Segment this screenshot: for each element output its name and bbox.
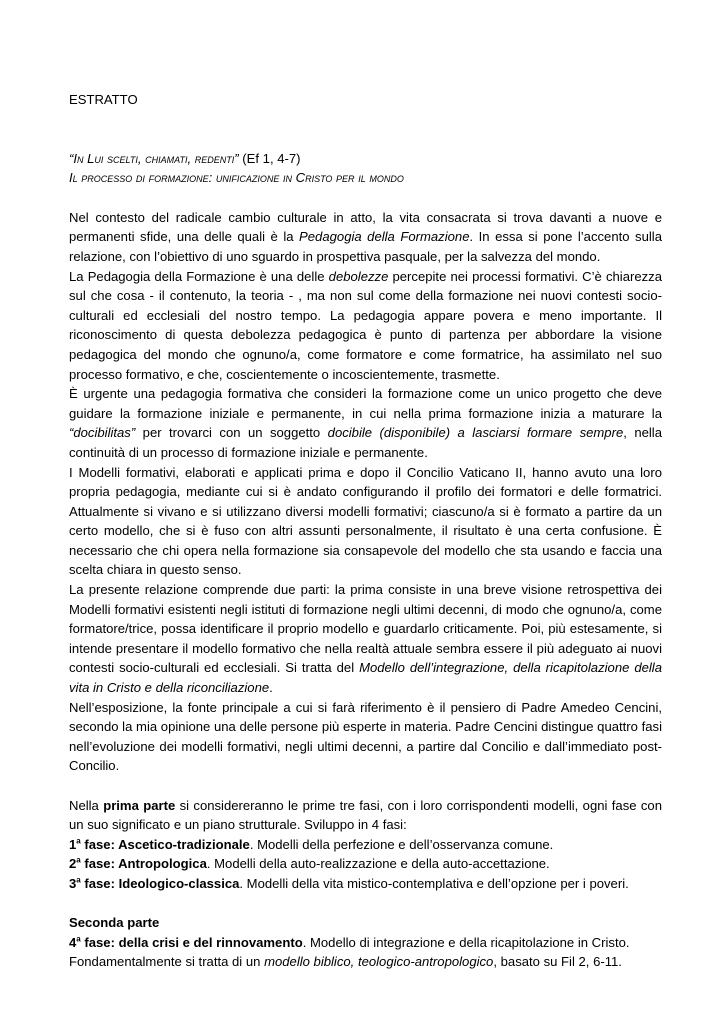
second-part-closing xyxy=(69,952,662,972)
paragraph-6: Nell’esposizione, la fonte principale a cui si farà riferimento è il pensiero di Padre Amedeo Cencini, secondo la mia opinione una delle persone più esperte in materia. Padre Cencini distingue quattro fasi nell’evoluzione dei modelli formativi, negli ultimi decenni, a partire dal Concilio e dall’immediato post-Concilio. xyxy=(69,699,662,774)
phase-description: . Modelli della auto-realizzazione e della auto-accettazione. xyxy=(206,856,550,872)
second-part-heading xyxy=(69,913,662,933)
paragraph-text: . In essa si pone l’accento sulla relazione, con l’obiettivo di uno sguardo in prospettiva pasquale, per la salvezza del mondo. xyxy=(69,229,662,264)
phase-ordinal: a xyxy=(76,856,81,866)
phase-label: fase: Antropologica xyxy=(80,856,207,872)
paragraph-2 xyxy=(69,267,662,385)
phase-label: fase: Ideologico-classica xyxy=(80,875,240,891)
emphasis-text: “docibilitas” xyxy=(69,425,136,441)
title-quote: “In Lui scelti, chiamati, redenti” xyxy=(69,150,239,166)
phase-number: 2 xyxy=(69,856,77,872)
emphasis-text: Pedagogia della Formazione xyxy=(299,229,470,245)
first-part-intro xyxy=(69,796,662,835)
phase-number: 3 xyxy=(69,875,77,891)
emphasis-text: debolezze xyxy=(328,268,389,284)
phase-ordinal: a xyxy=(76,875,81,885)
phase-ordinal: a xyxy=(76,836,81,846)
emphasis-text: Modello dell’integrazione, della ricapitolazione della vita in Cristo e della riconciliazione xyxy=(69,660,662,696)
paragraph-text: si considereranno le prime tre fasi, con i loro corrispondenti modelli, ogni fase con un suo significato e un piano strutturale. Sviluppo in 4 fasi: xyxy=(69,797,662,833)
paragraph-text: Fondamentalmente si tratta di un xyxy=(69,954,265,970)
bold-text: Seconda parte xyxy=(69,915,160,931)
paragraph-text: , basato su Fil 2, 6-11. xyxy=(493,954,622,970)
paragraph-text: . xyxy=(269,680,273,696)
paragraph-1 xyxy=(69,208,662,267)
paragraph-3 xyxy=(69,384,662,462)
paragraph-text: La Pedagogia della Formazione è una delle xyxy=(69,268,329,284)
paragraph-4: I Modelli formativi, elaborati e applicati prima e dopo il Concilio Vaticano II, hanno avuto una loro propria pedagogia, mediante cui si è andato configurando il profilo dei formatori e delle formatrici. Attualmente si vivano e si utilizzano diversi modelli formativi; ciascuno/a si è formato a partire da un certo modello, che si è fuso con altri assunti personalmente, il risultato è una certa confusione. È necessario che chi opera nella formazione sia consapevole del modello che sta usando e faccia una scelta chiara in questo senso. xyxy=(69,464,662,578)
phase-line-2 xyxy=(69,854,662,874)
phase-label: fase: Ascetico-tradizionale xyxy=(80,836,250,852)
paragraph-text: La presente relazione comprende due parti: la prima consiste in una breve visione retrospettiva dei Modelli formativi esistenti negli istituti di formazione negli ultimi decenni, di modo che ognuno/a, come formatore/trice, possa identificare il proprio modello e guardarlo criticamente. Poi, più estesamente, si intende presentare il modello formativo che nella realtà attuale sembra essere il più adeguato ai nuovi contesti socio-culturali ed ecclesiali. Si tratta del xyxy=(69,582,662,676)
paragraph-text: per trovarci con un soggetto xyxy=(135,425,328,441)
paragraph-text: Nella xyxy=(69,797,104,813)
phase-ordinal: a xyxy=(76,934,81,944)
emphasis-text: docibile (disponibile) a lasciarsi formare sempre xyxy=(327,425,624,441)
document-heading: ESTRATTO xyxy=(69,92,138,107)
phase-number: 1 xyxy=(69,836,77,852)
phase-description: . Modelli della perfezione e dell’osservanza comune. xyxy=(249,836,554,852)
bold-text: prima parte xyxy=(103,797,176,813)
phase-line-3 xyxy=(69,874,662,894)
paragraph-5 xyxy=(69,580,662,698)
phase-line-1 xyxy=(69,835,662,855)
paragraph-text: È urgente una pedagogia formativa che consideri la formazione come un unico progetto che deve guidare la formazione iniziale e permanente, in cui nella prima formazione inizia a maturare la xyxy=(69,386,662,421)
paragraph-text: percepite nei processi formativi. C’è chiarezza sul che cosa - il contenuto, la teoria - , ma non sul come della formazione nei nuovi contesti socio-culturali ed ecclesiali del nostro tempo. La pedagogia appare povera e meno importante. Il riconoscimento di questa debolezza pedagogica è punto di partenza per abbordare la visione pedagogica del mondo che ognuno/a, come formatore e come formatrice, ha assimilato nel suo processo formativo, e che, coscientemente o incoscientemente, trasmette. xyxy=(69,268,662,382)
phase-line-4 xyxy=(69,933,662,953)
paragraph-text: , nella continuità di un processo di formazione iniziale e permanente. xyxy=(69,425,662,460)
document-subtitle: Il processo di formazione: unificazione in Cristo per il mondo xyxy=(69,170,404,186)
document-title xyxy=(69,149,662,169)
phase-label: fase: della crisi e del rinnovamento xyxy=(80,934,303,950)
phase-description: . Modelli della vita mistico-contemplativa e dell’opzione per i poveri. xyxy=(239,875,629,891)
paragraph-text: Nel contesto del radicale cambio culturale in atto, la vita consacrata si trova davanti a nuove e permanenti sfide, una delle quali è la xyxy=(69,209,662,245)
emphasis-text: modello biblico, teologico-antropologico xyxy=(264,954,494,970)
phase-number: 4 xyxy=(69,934,77,950)
title-reference: (Ef 1, 4-7) xyxy=(238,150,301,166)
phase-description: . Modello di integrazione e della ricapitolazione in Cristo. xyxy=(302,934,630,950)
